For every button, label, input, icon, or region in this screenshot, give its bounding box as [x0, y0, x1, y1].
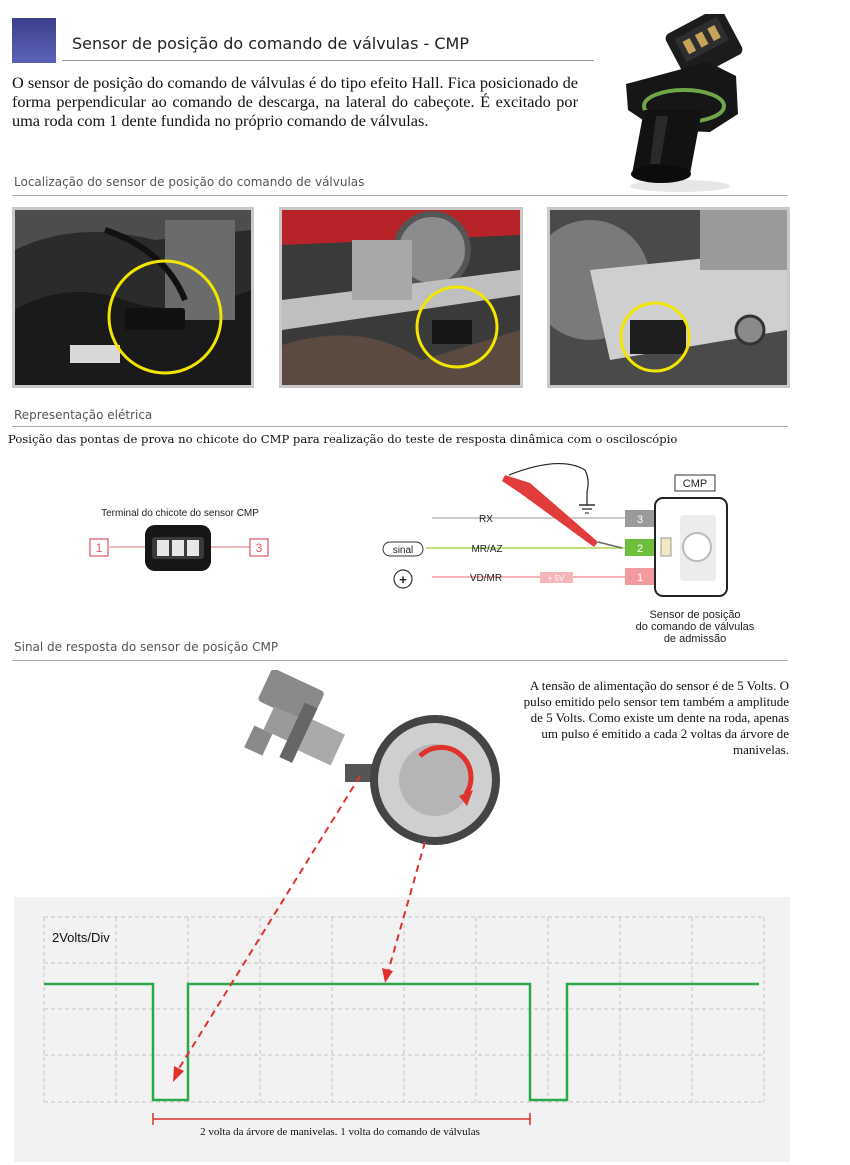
wire-label-vdmr: VD/MR — [469, 573, 503, 584]
electrical-subtitle: Posição das pontas de prova no chicote do CMP para realização do teste de resposta dinâmica com o osciloscópio — [8, 432, 678, 446]
scale-label: 2Volts/Div — [52, 930, 110, 945]
plus-label: + — [399, 572, 407, 587]
sinal-label: sinal — [392, 545, 414, 556]
wire-label-mraz: MR/AZ — [471, 544, 503, 555]
section-heading-location: Localização do sensor de posição do comando de válvulas — [14, 175, 365, 189]
section-heading-electrical: Representação elétrica — [14, 408, 153, 422]
intro-paragraph: O sensor de posição do comando de válvulas é do tipo efeito Hall. Fica posicionado de forma perpendicular ao comando de descarga, na lateral do cabeçote. É excitado por uma roda com 1 dente fundida no próprio comando de válvulas. — [12, 73, 578, 130]
arrow-head-icon — [382, 968, 393, 983]
supply-label: + 5V — [547, 574, 565, 583]
sensor-caption-line-2: do comando de válvulas — [635, 621, 755, 633]
sensor-caption-line-1: Sensor de posição — [649, 609, 741, 621]
cmp-box-label: CMP — [682, 478, 708, 490]
connector-caption: Terminal do chicote do sensor CMP — [101, 508, 259, 519]
signal-description: A tensão de alimentação do sensor é de 5 Volts. O pulso emitido pelo sensor tem também a amplitude de 5 Volts. Como existe um dente na roda, apenas um pulso é emitido a cada 2 voltas da árvore de manivelas. — [523, 678, 789, 757]
svg-text:1: 1 — [636, 572, 644, 584]
svg-text:2: 2 — [636, 543, 644, 555]
svg-text:3: 3 — [636, 514, 644, 526]
sensor-caption-line-3: de admissão — [663, 633, 727, 645]
section-heading-signal: Sinal de resposta do sensor de posição CMP — [14, 640, 279, 654]
wire-label-rx: RX — [479, 514, 493, 525]
arrow-head-icon — [173, 1066, 184, 1082]
page-title: Sensor de posição do comando de válvulas - CMP — [72, 34, 469, 53]
pin-label-right: 3 — [255, 541, 263, 555]
measure-label: 2 volta da árvore de manivelas. 1 volta do comando de válvulas — [140, 1126, 540, 1138]
pin-label-left: 1 — [95, 541, 103, 555]
